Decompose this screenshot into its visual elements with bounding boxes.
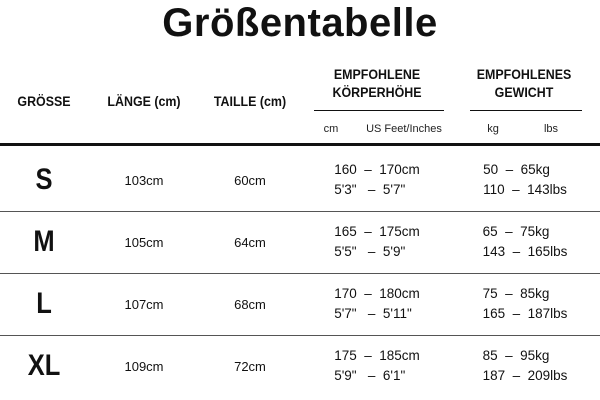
header-height-line2: KÖRPERHÖHE	[332, 85, 422, 100]
subheader-us: US Feet/Inches	[366, 123, 442, 135]
waist-value: 60cm	[234, 172, 266, 188]
table-row	[0, 149, 600, 211]
waist-value: 68cm	[234, 296, 266, 312]
header-height-line1: EMPFOHLENE	[333, 67, 421, 82]
height-cell	[312, 211, 442, 273]
height-ft-value: 5'9" – 6'1"	[334, 368, 406, 383]
weight-kg-value: 85 – 95kg	[482, 348, 550, 363]
table-row	[0, 273, 600, 335]
header-weight-rule	[470, 110, 582, 111]
header-weight-line2: GEWICHT	[494, 85, 554, 100]
table-row	[0, 335, 600, 397]
height-cm-value: 165 – 175cm	[334, 224, 420, 239]
length-value: 105cm	[124, 234, 164, 250]
weight-cell	[460, 273, 590, 335]
table-row	[0, 211, 600, 273]
height-cm-value: 160 – 170cm	[334, 162, 420, 177]
height-cm-value: 175 – 185cm	[334, 348, 420, 363]
weight-cell	[460, 211, 590, 273]
weight-kg-value: 65 – 75kg	[482, 224, 550, 239]
subheader-lbs: lbs	[543, 123, 559, 135]
header-size: GRÖSSE	[17, 94, 71, 109]
height-cell	[312, 335, 442, 397]
weight-cell	[460, 335, 590, 397]
waist-value: 64cm	[234, 234, 266, 250]
size-label: S	[35, 163, 53, 196]
size-label: M	[33, 225, 55, 258]
header-waist: TAILLE (cm)	[213, 94, 287, 109]
height-ft-value: 5'7" – 5'11"	[334, 306, 412, 321]
weight-cell	[460, 149, 590, 211]
weight-lbs-value: 187 – 209lbs	[482, 368, 568, 383]
size-label: XL	[27, 349, 61, 382]
header-length: LÄNGE (cm)	[107, 94, 181, 109]
height-cell	[312, 149, 442, 211]
waist-value: 72cm	[234, 358, 266, 374]
subheader-kg: kg	[487, 123, 499, 135]
length-value: 107cm	[124, 296, 164, 312]
weight-lbs-value: 165 – 187lbs	[482, 306, 568, 321]
size-label: L	[36, 287, 52, 320]
page-title: Größentabelle	[162, 1, 438, 45]
weight-lbs-value: 110 – 143lbs	[483, 182, 567, 197]
header-height	[317, 66, 437, 102]
height-cell	[312, 273, 442, 335]
header-height-rule	[314, 110, 444, 111]
length-value: 109cm	[124, 358, 164, 374]
header-weight	[472, 66, 575, 102]
height-cm-value: 170 – 180cm	[334, 286, 420, 301]
height-ft-value: 5'3" – 5'7"	[334, 182, 406, 197]
subheader-cm: cm	[323, 123, 339, 135]
weight-kg-value: 50 – 65kg	[483, 162, 550, 177]
header-weight-line1: EMPFOHLENES	[476, 67, 572, 82]
weight-lbs-value: 143 – 165lbs	[482, 244, 568, 259]
length-value: 103cm	[124, 172, 164, 188]
header-divider	[0, 143, 600, 146]
height-ft-value: 5'5" – 5'9"	[334, 244, 406, 259]
weight-kg-value: 75 – 85kg	[482, 286, 550, 301]
